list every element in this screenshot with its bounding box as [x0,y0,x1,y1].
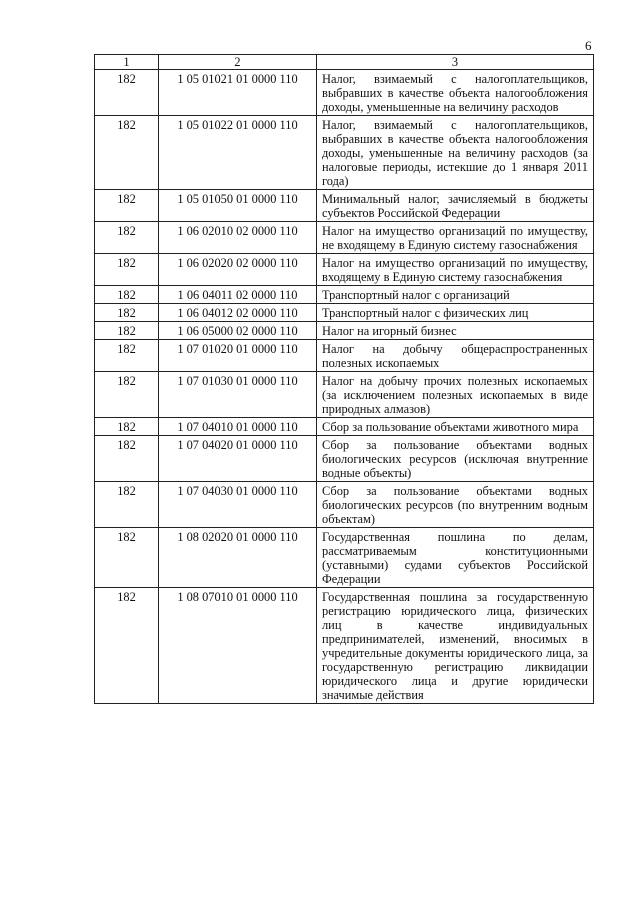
revenue-name-cell: Государственная пошлина за государственную регистрацию юридического лица, физических лиц в качестве индивидуальных предпринимателей, изменений, вносимых в учредительные документы юридического лица, за государственную регистрацию ликвидации юридического лица и другие юридически значимые действия [317,588,594,704]
table-row [95,528,594,588]
revenue-name-cell: Налог, взимаемый с налогоплательщиков, выбравших в качестве объекта налогообложения доходы, уменьшенные на величину расходов [317,70,594,116]
budget-code-cell: 1 05 01022 01 0000 110 [159,116,317,190]
revenue-name-cell: Транспортный налог с организаций [317,286,594,304]
table-row [95,286,594,304]
admin-code-cell: 182 [95,116,159,190]
table-row [95,418,594,436]
admin-code-cell: 182 [95,372,159,418]
admin-code-cell: 182 [95,286,159,304]
budget-code-cell: 1 06 05000 02 0000 110 [159,322,317,340]
budget-code-cell: 1 06 04011 02 0000 110 [159,286,317,304]
admin-code-cell: 182 [95,588,159,704]
budget-code-cell: 1 05 01021 01 0000 110 [159,70,317,116]
admin-code-cell: 182 [95,322,159,340]
revenue-name-cell: Налог на добычу общераспространенных полезных ископаемых [317,340,594,372]
column-header: 2 [159,55,317,70]
revenue-name-cell: Налог на имущество организаций по имуществу, не входящему в Единую систему газоснабжения [317,222,594,254]
revenue-codes-table [94,54,594,704]
column-header: 1 [95,55,159,70]
revenue-name-cell: Сбор за пользование объектами животного мира [317,418,594,436]
budget-code-cell: 1 06 04012 02 0000 110 [159,304,317,322]
table-row [95,372,594,418]
revenue-name-cell: Транспортный налог с физических лиц [317,304,594,322]
budget-code-cell: 1 07 04010 01 0000 110 [159,418,317,436]
revenue-name-cell: Налог на имущество организаций по имуществу, входящему в Единую систему газоснабжения [317,254,594,286]
budget-code-cell: 1 08 02020 01 0000 110 [159,528,317,588]
revenue-name-cell: Налог на добычу прочих полезных ископаемых (за исключением полезных ископаемых в виде природных алмазов) [317,372,594,418]
budget-code-cell: 1 07 04020 01 0000 110 [159,436,317,482]
revenue-name-cell: Минимальный налог, зачисляемый в бюджеты субъектов Российской Федерации [317,190,594,222]
admin-code-cell: 182 [95,418,159,436]
table-row [95,322,594,340]
budget-code-cell: 1 06 02020 02 0000 110 [159,254,317,286]
table-row [95,588,594,704]
admin-code-cell: 182 [95,340,159,372]
table-row [95,304,594,322]
budget-code-cell: 1 06 02010 02 0000 110 [159,222,317,254]
budget-code-cell: 1 07 01030 01 0000 110 [159,372,317,418]
budget-code-cell: 1 08 07010 01 0000 110 [159,588,317,704]
table-row [95,436,594,482]
budget-code-cell: 1 07 01020 01 0000 110 [159,340,317,372]
table-row [95,70,594,116]
admin-code-cell: 182 [95,222,159,254]
admin-code-cell: 182 [95,528,159,588]
admin-code-cell: 182 [95,436,159,482]
admin-code-cell: 182 [95,70,159,116]
table-row [95,482,594,528]
budget-code-cell: 1 05 01050 01 0000 110 [159,190,317,222]
revenue-name-cell: Сбор за пользование объектами водных биологических ресурсов (исключая внутренние водные объекты) [317,436,594,482]
table-row [95,116,594,190]
table-row [95,254,594,286]
table-row [95,190,594,222]
table-row [95,222,594,254]
revenue-name-cell: Налог на игорный бизнес [317,322,594,340]
admin-code-cell: 182 [95,254,159,286]
column-header: 3 [317,55,594,70]
admin-code-cell: 182 [95,304,159,322]
admin-code-cell: 182 [95,190,159,222]
revenue-name-cell: Государственная пошлина по делам, рассматриваемым конституционными (уставными) судами субъектов Российской Федерации [317,528,594,588]
revenue-name-cell: Сбор за пользование объектами водных биологических ресурсов (по внутренним водным объектам) [317,482,594,528]
admin-code-cell: 182 [95,482,159,528]
budget-code-cell: 1 07 04030 01 0000 110 [159,482,317,528]
table-row [95,340,594,372]
page-number: 6 [585,38,592,53]
revenue-name-cell: Налог, взимаемый с налогоплательщиков, выбравших в качестве объекта налогообложения доходы, уменьшенные на величину расходов (за налоговые периоды, истекшие до 1 января 2011 года) [317,116,594,190]
header-row [95,55,594,70]
